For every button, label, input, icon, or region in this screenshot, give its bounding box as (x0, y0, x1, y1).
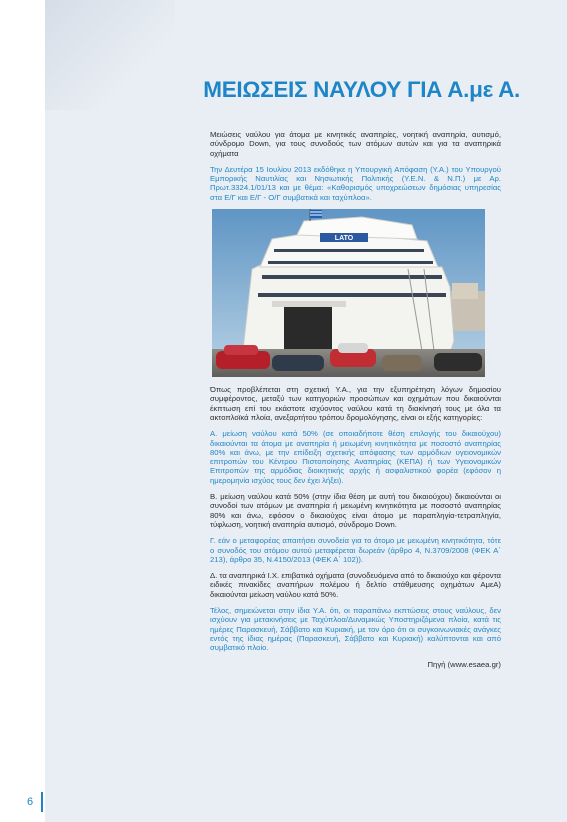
source-credit: Πηγή (www.esaea.gr) (427, 659, 501, 669)
category-c-paragraph: Γ. εάν ο μεταφορέας απαιτήσει συνοδεία για το άτομο με μειωμένη κινητικότητα, τότε ο συνοδός του ατόμου αυτού μεταφέρεται δωρεάν (άρθρο 4, Ν.3709/2008 (ΦΕΚ Α΄ 213), άρθρο 35, Ν.4150/2013 (ΦΕΚ Α΄ 102)). (210, 536, 501, 564)
categories-intro-paragraph: Όπως προβλέπεται στη σχετική Υ.Α., για την εξυπηρέτηση λόγων δημοσίου συμφέροντος, μεταξύ των κατηγοριών προσώπων και οχημάτων που δικαιούνται έκπτωση επί του εκάστοτε ισχύοντος ναύλου κατά τη διακίνησή τους με όλα τα ακτοπλοϊκά πλοία, ανεξαρτήτου τρόπου δρομολόγησης, είναι οι εξής κατηγορίες: (210, 385, 501, 422)
ferry-photo (212, 209, 485, 377)
page-number-divider (41, 792, 43, 812)
decision-paragraph: Την Δευτέρα 15 Ιουλίου 2013 εκδόθηκε η Υπουργική Απόφαση (Υ.Α.) του Υπουργού Εμπορικής Ναυτιλίας και Νησιωτικής Πολιτικής (Υ.Ε.Ν. & Ν.Π.) με Αρ. Πρωτ.3324.1/01/13 και με θέμα: «Καθορισμός υποχρεώσεων δημόσιας υπηρεσίας στα Ε/Γ και Ε/Γ - Ο/Γ συμβατικά και ταχύπλοα». (210, 164, 501, 202)
closing-paragraph: Τέλος, σημειώνεται στην ίδια Υ.Α. ότι, οι παραπάνω εκπτώσεις στους ναύλους, δεν ισχύουν για μετακινήσεις με Ταχύπλοα/Δυναμικώς Υποστηριζόμενα πλοία, κατά τις ημέρες Παρασκευή, Σάββατο και Κυριακή, με τον όρο ότι οι συγκοινωνιακές ανάγκες εντός της ίδιας ημέρας (Παρασκευή, Σάββατο και Κυριακή) καλύπτονται και από συμβατικό πλοίο. (210, 606, 501, 653)
ferry-illustration (212, 209, 485, 377)
category-b-paragraph: Β. μείωση ναύλου κατά 50% (στην ίδια θέση με αυτή του δικαιούχου) δικαιούνται οι συνοδοί των ατόμων με αναπηρία ή μειωμένη κινητικότητα με ποσοστό αναπηρίας 80% και άνω, εφόσον ο δικαιούχος είναι άτομο με παραπληγία-τετραπληγία, τύφλωση, νοητική αναπηρία αυτισμό, σύνδρομο Down. (210, 492, 501, 529)
intro-paragraph: Μειώσεις ναύλου για άτομα με κινητικές αναπηρίες, νοητική αναπηρία, αυτισμό, σύνδρομο Down, για τους συνοδούς των ατόμων αυτών και για τα αναπηρικά οχήματα (210, 130, 501, 158)
category-d-paragraph: Δ. τα αναπηρικά Ι.Χ. επιβατικά οχήματα (συνοδευόμενα από το δικαιούχο και φέροντα ειδικές πινακίδες αναπήρων πολέμου ή δελτίο στάθμευσης οχημάτων ΑμεΑ) δικαιούνται μείωση ναύλου κατά 50%. (210, 571, 501, 599)
page-number: 6 (27, 796, 34, 808)
ship-name-label: LATO (334, 235, 354, 243)
corner-shade (45, 0, 175, 110)
page-title: ΜΕΙΩΣΕΙΣ ΝΑΥΛΟΥ ΓΙΑ Α.με Α. (203, 77, 520, 103)
left-margin (0, 0, 45, 822)
article-body (210, 130, 501, 676)
category-a-paragraph: Α. μείωση ναύλου κατά 50% (σε οποιαδήποτε θέση επιλογής του δικαιούχου) δικαιούνται τα άτομα με αναπηρία ή μειωμένη κινητικότητα με ποσοστό αναπηρίας 80% και άνω, με την επίδειξη σχετικής απόφασης των αρμόδιων υγειονομικών επιτροπών του Κέντρου Πιστοποίησης Αναπηρίας (ΚΕΠΑ) ή των Υγειονομικών Επιτροπών της αρμόδιας διοικητικής αρχής ή ασφαλιστικού φορέα (εφόσον η ημερομηνία ισχύος τους δεν έχει λήξει). (210, 429, 501, 485)
